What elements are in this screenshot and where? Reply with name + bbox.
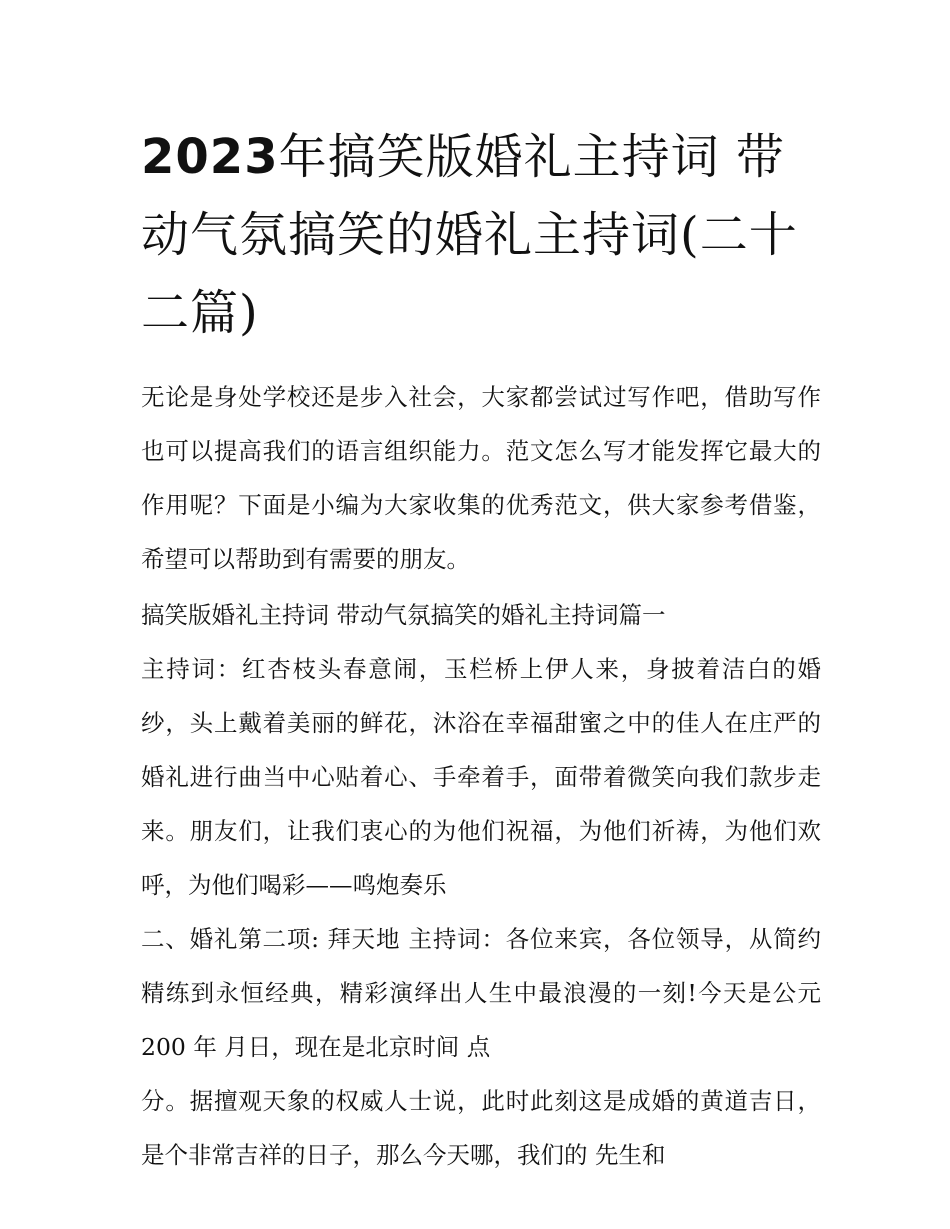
continuation-paragraph: 分。据擅观天象的权威人士说，此时此刻这是成婚的黄道吉日，是个非常吉祥的日子，那么今天哪，我们的 先生和	[141, 1087, 821, 1169]
host-speech-paragraph: 主持词：红杏枝头春意闹，玉栏桥上伊人来，身披着洁白的婚纱，头上戴着美丽的鲜花，沐浴在幸福甜蜜之中的佳人在庄严的婚礼进行曲当中心贴着心、手牵着手，面带着微笑向我们款步走来。朋友们，让我们衷心的为他们祝福，为他们祈祷，为他们欢呼，为他们喝彩——鸣炮奏乐	[141, 655, 821, 899]
intro-paragraph: 无论是身处学校还是步入社会，大家都尝试过写作吧，借助写作也可以提高我们的语言组织能力。范文怎么写才能发挥它最大的作用呢？下面是小编为大家收集的优秀范文，供大家参考借鉴，希望可以帮助到有需要的朋友。	[141, 383, 821, 573]
title-text: 年搞笑版婚礼主持词 带动气氛搞笑的婚礼主持词(二十二篇)	[141, 129, 798, 341]
title-year: 2023	[141, 129, 279, 185]
ceremony-step-paragraph: 二、婚礼第二项: 拜天地 主持词：各位来宾，各位领导，从简约精练到永恒经典，精彩演绎出人生中最浪漫的一刻!今天是公元200 年 月日，现在是北京时间 点	[141, 925, 821, 1061]
section-heading: 搞笑版婚礼主持词 带动气氛搞笑的婚礼主持词篇一	[141, 601, 666, 629]
document-body	[141, 370, 821, 1182]
document-page	[141, 118, 821, 1182]
document-title	[141, 118, 821, 352]
